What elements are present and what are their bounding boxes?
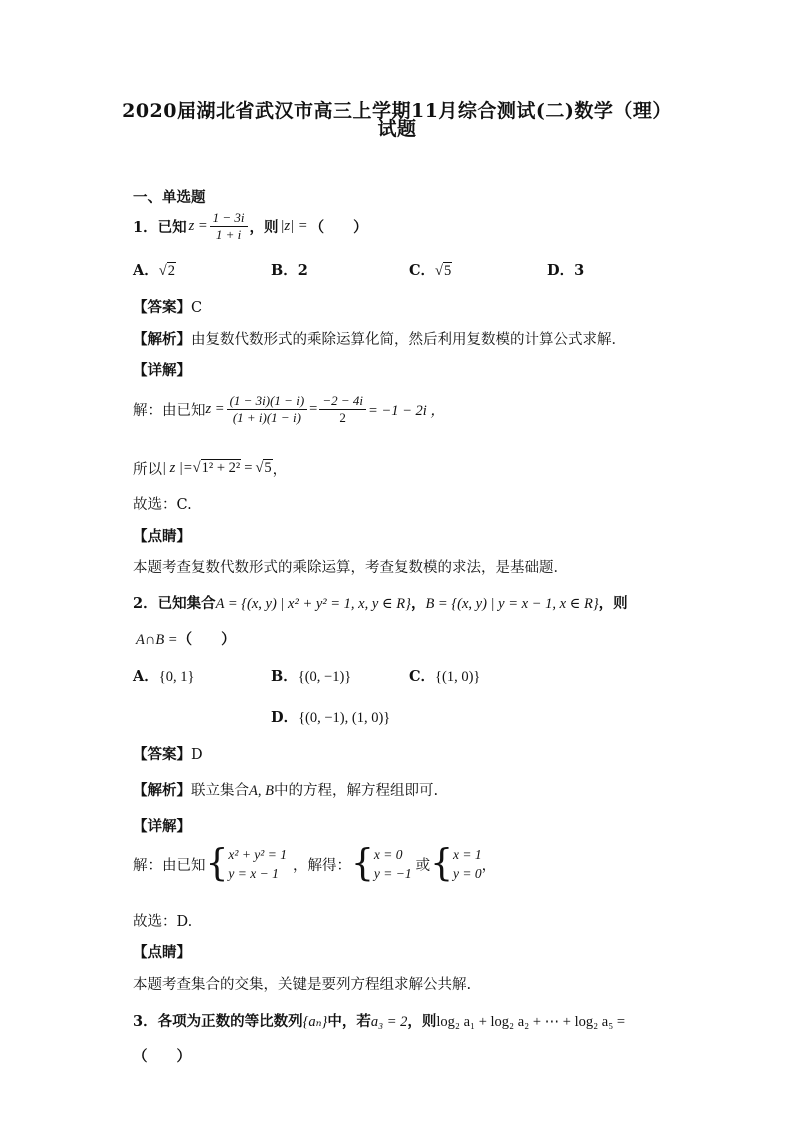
q2-analysis xyxy=(133,779,438,800)
q1-option-a-sqrt: √2 xyxy=(158,263,175,279)
q3-expression: log₂ a₁ + log₂ a₂ + ⋯ + log₂ a₅ = xyxy=(436,1014,626,1030)
q2-system-2-row-2: y = −1 xyxy=(373,866,412,881)
q2-label: 2．已知集合 xyxy=(133,595,216,612)
q1-answer-value: C xyxy=(191,300,203,316)
q1-option-a-value: 2 xyxy=(167,263,175,279)
page-title: 2020届湖北省武汉市高三上学期11月综合测试(二)数学（理） xyxy=(122,100,672,122)
q2-answer xyxy=(133,743,203,764)
q2-analysis-pre: 联立集合 xyxy=(191,783,249,799)
q2-system-2-row-1: x = 0 xyxy=(373,847,403,862)
q2-comment-tag: 【点睛】 xyxy=(133,944,191,961)
q1-option-c-label: C． xyxy=(409,262,436,279)
q2-system-3 xyxy=(430,841,482,885)
q1-frac-num: 1 − 3i xyxy=(210,210,248,227)
q2-option-b xyxy=(271,665,351,686)
q1-so-sqrt2: √5 xyxy=(255,460,272,476)
q2-option-b-label: B． xyxy=(271,668,298,685)
q1-choose: 故选：C. xyxy=(133,497,192,513)
q1-option-d: D．3 xyxy=(547,262,585,279)
q1-analysis xyxy=(133,328,626,349)
q1-solution-eq: = xyxy=(309,401,318,417)
q2-analysis-sets: A, B xyxy=(249,783,274,799)
q2-comment: 本题考查集合的交集，关键是要列方程组求解公共解. xyxy=(133,977,472,993)
q1-option-b: B．2 xyxy=(271,262,308,279)
q1-solution-num1: (1 − 3i)(1 − i) xyxy=(227,393,308,410)
q2-system-3-row-2: y = 0 xyxy=(453,866,482,881)
q1-answer xyxy=(133,296,202,317)
q2-option-b-value: {(0, −1)} xyxy=(297,669,352,685)
q2-system-2 xyxy=(350,841,412,885)
q1-so-abs: | z |= xyxy=(162,460,193,476)
q1-option-c-value: 5 xyxy=(444,263,452,279)
q1-so-tail: ， xyxy=(272,462,288,478)
question-1 xyxy=(133,210,368,243)
q1-analysis-tag: 【解析】 xyxy=(133,331,191,348)
q2-choose: 故选：D. xyxy=(133,914,193,930)
q3-mid: 中，若 xyxy=(327,1013,371,1030)
q2-intersection: A∩B = xyxy=(136,632,178,648)
q2-solution-prefix: 解：由已知 xyxy=(133,857,206,874)
q2-solution-mid: ，解得： xyxy=(292,857,351,874)
q1-so-eq: = xyxy=(244,460,253,476)
q1-fraction xyxy=(210,210,248,243)
q2-analysis-tag: 【解析】 xyxy=(133,782,191,799)
q1-so-rad2: 5 xyxy=(264,460,272,476)
q1-comment: 本题考查复数代数形式的乘除运算，考查复数模的求法，是基础题． xyxy=(133,560,568,576)
q2-option-c xyxy=(409,665,480,686)
section-heading: 一、单选题 xyxy=(133,189,206,206)
q1-paren: （ ） xyxy=(309,219,368,236)
q1-solution-prefix: 解：由已知 xyxy=(133,403,206,419)
q2-system-1 xyxy=(205,841,287,885)
q2-then: ，则 xyxy=(598,595,628,612)
q3-condition: a₃ = 2 xyxy=(370,1014,408,1030)
q1-option-a xyxy=(133,259,176,280)
q1-option-c-sqrt: √5 xyxy=(435,263,452,279)
q1-abs: |z| = xyxy=(280,218,308,234)
q2-detail-tag: 【详解】 xyxy=(133,818,191,835)
q1-solution-frac1 xyxy=(227,393,308,426)
brace-icon: { xyxy=(430,841,453,885)
q2-option-a xyxy=(133,665,194,686)
q1-option-a-label: A． xyxy=(133,262,159,279)
q2-solution-or: 或 xyxy=(415,857,431,874)
q2-system-1-row-2: y = x − 1 xyxy=(228,866,279,881)
q2-answer-tag: 【答案】 xyxy=(133,746,191,763)
q1-detail-tag: 【详解】 xyxy=(133,362,191,379)
q1-solution-frac2 xyxy=(319,393,366,426)
q3-label: 3．各项为正数的等比数列 xyxy=(133,1013,303,1030)
brace-icon: { xyxy=(205,841,229,885)
brace-icon: { xyxy=(350,841,374,885)
q2-system-1-row-1: x² + y² = 1 xyxy=(228,847,287,862)
q1-solution xyxy=(133,393,445,426)
q2-option-d xyxy=(271,706,390,727)
q1-solution-tail: = −1 − 2i ， xyxy=(368,403,445,419)
question-2 xyxy=(133,592,628,613)
q1-frac-den: 1 + i xyxy=(215,227,242,242)
q1-so-rad1: 1² + 2² xyxy=(201,460,241,476)
q1-comment-tag: 【点睛】 xyxy=(133,528,191,545)
q1-z: z = xyxy=(188,218,208,234)
q1-solution-z: z = xyxy=(205,401,225,417)
q1-analysis-text: 由复数代数形式的乘除运算化简，然后利用复数模的计算公式求解． xyxy=(191,332,626,348)
q2-option-d-value: {(0, −1), (1, 0)} xyxy=(298,710,391,726)
q2-option-a-label: A． xyxy=(133,668,159,685)
q2-comma: ， xyxy=(410,595,426,612)
q1-tail: ，则 xyxy=(249,219,279,236)
q2-solution-tail: ， xyxy=(481,857,497,874)
q2-option-c-label: C． xyxy=(409,668,436,685)
q2-option-d-label: D． xyxy=(271,709,299,726)
q3-then: ，则 xyxy=(407,1013,437,1030)
q1-label: 1．已知 xyxy=(133,219,187,236)
q2-system-3-row-1: x = 1 xyxy=(453,847,482,862)
q1-answer-tag: 【答案】 xyxy=(133,299,191,316)
q2-option-a-value: {0, 1} xyxy=(158,669,195,685)
q1-solution-den1: (1 + i)(1 − i) xyxy=(232,410,301,425)
q1-so-sqrt1: √1² + 2² xyxy=(192,460,241,476)
q1-option-c xyxy=(409,259,452,280)
q2-analysis-post: 中的方程，解方程组即可. xyxy=(273,783,439,799)
q3-paren: （ ） xyxy=(133,1048,191,1065)
q1-solution-den2: 2 xyxy=(339,410,346,425)
q2-set-a: A = {(x, y) | x² + y² = 1, x, y ∈ R} xyxy=(215,596,411,612)
q2-paren: （ ） xyxy=(177,631,236,648)
question-3 xyxy=(133,1010,625,1031)
q2-answer-value: D xyxy=(191,747,203,763)
q1-so-prefix: 所以 xyxy=(133,462,162,478)
q2-option-c-value: {(1, 0)} xyxy=(435,669,481,685)
q2-solution xyxy=(133,841,497,885)
q1-so xyxy=(133,458,287,479)
page-title-line2: 试题 xyxy=(377,118,417,140)
q2-set-b: B = {(x, y) | y = x − 1, x ∈ R} xyxy=(425,596,599,612)
q1-solution-num2: −2 − 4i xyxy=(319,393,366,410)
q3-sequence: {aₙ} xyxy=(302,1014,328,1030)
